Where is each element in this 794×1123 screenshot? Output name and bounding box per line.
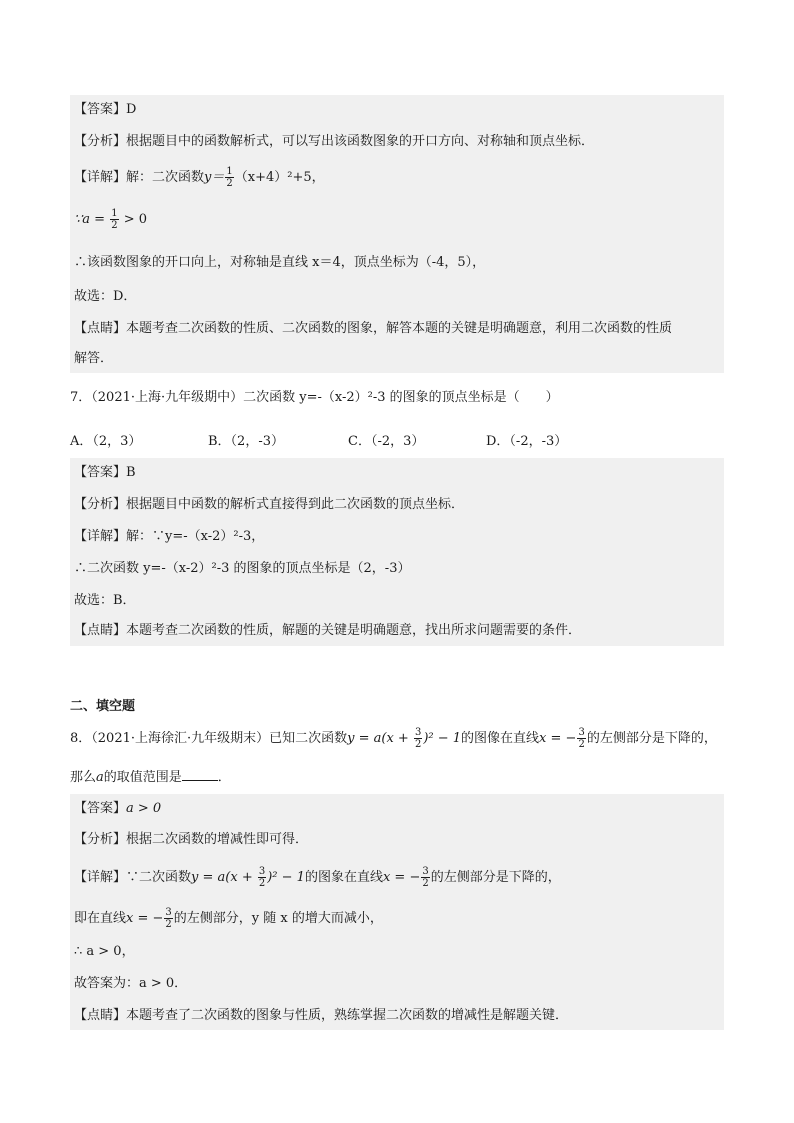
- q6-because: [74, 208, 147, 231]
- fraction-numerator: 3: [414, 727, 422, 738]
- fraction-numerator: 3: [258, 866, 266, 877]
- question-text-end: ．: [217, 770, 231, 785]
- fraction: [421, 866, 429, 889]
- detail-tag: 【详解】: [74, 870, 127, 885]
- detail-text-tail: 的左侧部分，y 随 x 的增大而减小，: [173, 911, 383, 926]
- q7-detail: [74, 528, 264, 546]
- question-text-mid: 的图像在直线: [461, 731, 540, 746]
- detail-text: 解：∵y=-（x-2）²-3，: [126, 529, 265, 544]
- q8-question-line2: [70, 768, 231, 787]
- q7-option-d: D．（-2，-3）: [486, 434, 568, 449]
- q7-therefore: ∴二次函数 y=-（x-2）²-3 的图象的顶点坐标是（2，-3）: [74, 561, 411, 576]
- answer-text: B: [126, 465, 136, 480]
- math-func: y = a(x +: [191, 870, 257, 885]
- q8-question: [70, 727, 717, 750]
- detail-text: 解：二次函数: [126, 170, 205, 185]
- fraction-numerator: 1: [111, 208, 118, 219]
- q7-answer: [74, 464, 136, 482]
- answer-blank[interactable]: [182, 768, 218, 781]
- detail-text-mid: 的图象在直线: [304, 870, 383, 885]
- answer-tag: 【答案】: [74, 102, 127, 117]
- math-func-tail: )² − 1: [423, 731, 462, 746]
- detail-text-end: 的左侧部分是下降的，: [430, 870, 561, 885]
- answer-text: a > 0: [126, 801, 162, 816]
- analysis-text: 根据题目中的函数解析式，可以写出该函数图象的开口方向、对称轴和顶点坐标．: [126, 134, 595, 149]
- math-line: x = −: [382, 870, 421, 885]
- q6-analysis: [74, 133, 594, 151]
- comment-text: 本题考查二次函数的性质，解题的关键是明确题意，找出所求问题需要的条件．: [126, 623, 582, 638]
- question-text: 的取值范围是: [103, 770, 182, 785]
- fraction: [225, 166, 233, 189]
- detail-tag: 【详解】: [74, 529, 127, 544]
- math-line: x = −: [126, 911, 164, 926]
- analysis-text: 根据二次函数的增减性即可得．: [126, 832, 309, 847]
- comment-text: 本题考查了二次函数的图象与性质，熟练掌握二次函数的增减性是解题关键．: [126, 1008, 569, 1023]
- q6-comment-cont: 解答．: [74, 351, 114, 366]
- answer-tag: 【答案】: [74, 465, 127, 480]
- fraction-numerator: 3: [165, 907, 172, 918]
- detail-text: ∵二次函数: [126, 870, 192, 885]
- q7-choose: 故选：B．: [74, 593, 136, 608]
- comment-text: 本题考查二次函数的性质、二次函数的图象，解答本题的关键是明确题意，利用二次函数的性质: [126, 321, 673, 336]
- fraction: [110, 208, 118, 231]
- comment-tag: 【点睛】: [74, 1008, 127, 1023]
- section-title: 二、填空题: [70, 699, 136, 714]
- q7-option-b: B．（2，-3）: [208, 434, 284, 449]
- q8-detail-line3: ∴ a > 0，: [74, 944, 135, 959]
- question-text: 8．（2021·上海徐汇·九年级期末）已知二次函数: [70, 731, 348, 746]
- q8-detail-line2: [74, 907, 383, 930]
- analysis-tag: 【分析】: [74, 832, 127, 847]
- math-func: y = a(x +: [347, 731, 413, 746]
- q6-therefore: ∴该函数图象的开口向上，对称轴是直线 x＝4，顶点坐标为（-4，5），: [74, 255, 486, 270]
- answer-tag: 【答案】: [74, 801, 127, 816]
- detail-text: 即在直线: [74, 911, 127, 926]
- fraction-numerator: 1: [226, 166, 233, 177]
- fraction: [258, 866, 266, 889]
- comment-tag: 【点睛】: [74, 623, 127, 638]
- fraction-numerator: 3: [422, 866, 429, 877]
- q7-solution-box: [70, 458, 724, 646]
- q6-answer: [74, 101, 136, 119]
- q7-question: 7．（2021·上海·九年级期中）二次函数 y=-（x-2）²-3 的图象的顶点坐标是（ ）: [70, 390, 559, 405]
- q8-detail-line4: 故答案为：a > 0．: [74, 976, 188, 991]
- q6-detail: [74, 166, 325, 189]
- detail-text-tail: （x+4）²+5，: [234, 170, 325, 185]
- q7-comment: [74, 622, 581, 640]
- math-line: x = −: [539, 731, 577, 746]
- q8-comment: [74, 1007, 568, 1025]
- fraction: [577, 727, 585, 750]
- analysis-tag: 【分析】: [74, 134, 127, 149]
- math-a: a: [96, 770, 104, 785]
- fraction-denominator: 2: [422, 878, 429, 889]
- fraction-denominator: 2: [165, 919, 172, 930]
- math-a: ∵a =: [74, 212, 110, 227]
- fraction-denominator: 2: [578, 739, 585, 750]
- fraction-denominator: 2: [414, 739, 422, 750]
- q8-analysis: [74, 831, 308, 849]
- question-text: 那么: [70, 770, 97, 785]
- detail-tag: 【详解】: [74, 170, 127, 185]
- fraction: [414, 727, 422, 750]
- answer-text: D: [126, 102, 137, 117]
- q7-option-a: A．（2，3）: [70, 434, 142, 449]
- fraction: [164, 907, 172, 930]
- q8-answer: [74, 800, 161, 818]
- q6-comment: [74, 320, 672, 338]
- analysis-text: 根据题目中函数的解析式直接得到此二次函数的顶点坐标．: [126, 497, 465, 512]
- question-text-end: 的左侧部分是下降的，: [586, 731, 717, 746]
- q6-choose: 故选：D．: [74, 289, 137, 304]
- q7-option-c: C．（-2，3）: [348, 434, 425, 449]
- analysis-tag: 【分析】: [74, 497, 127, 512]
- q7-analysis: [74, 496, 464, 514]
- fraction-denominator: 2: [111, 220, 118, 231]
- math-y: y＝: [204, 170, 225, 185]
- fraction-numerator: 3: [578, 727, 585, 738]
- math-func-tail: )² − 1: [267, 870, 305, 885]
- fraction-denominator: 2: [226, 178, 233, 189]
- q8-detail: [74, 866, 561, 889]
- fraction-denominator: 2: [258, 878, 266, 889]
- math-tail: > 0: [119, 212, 147, 227]
- comment-tag: 【点睛】: [74, 321, 127, 336]
